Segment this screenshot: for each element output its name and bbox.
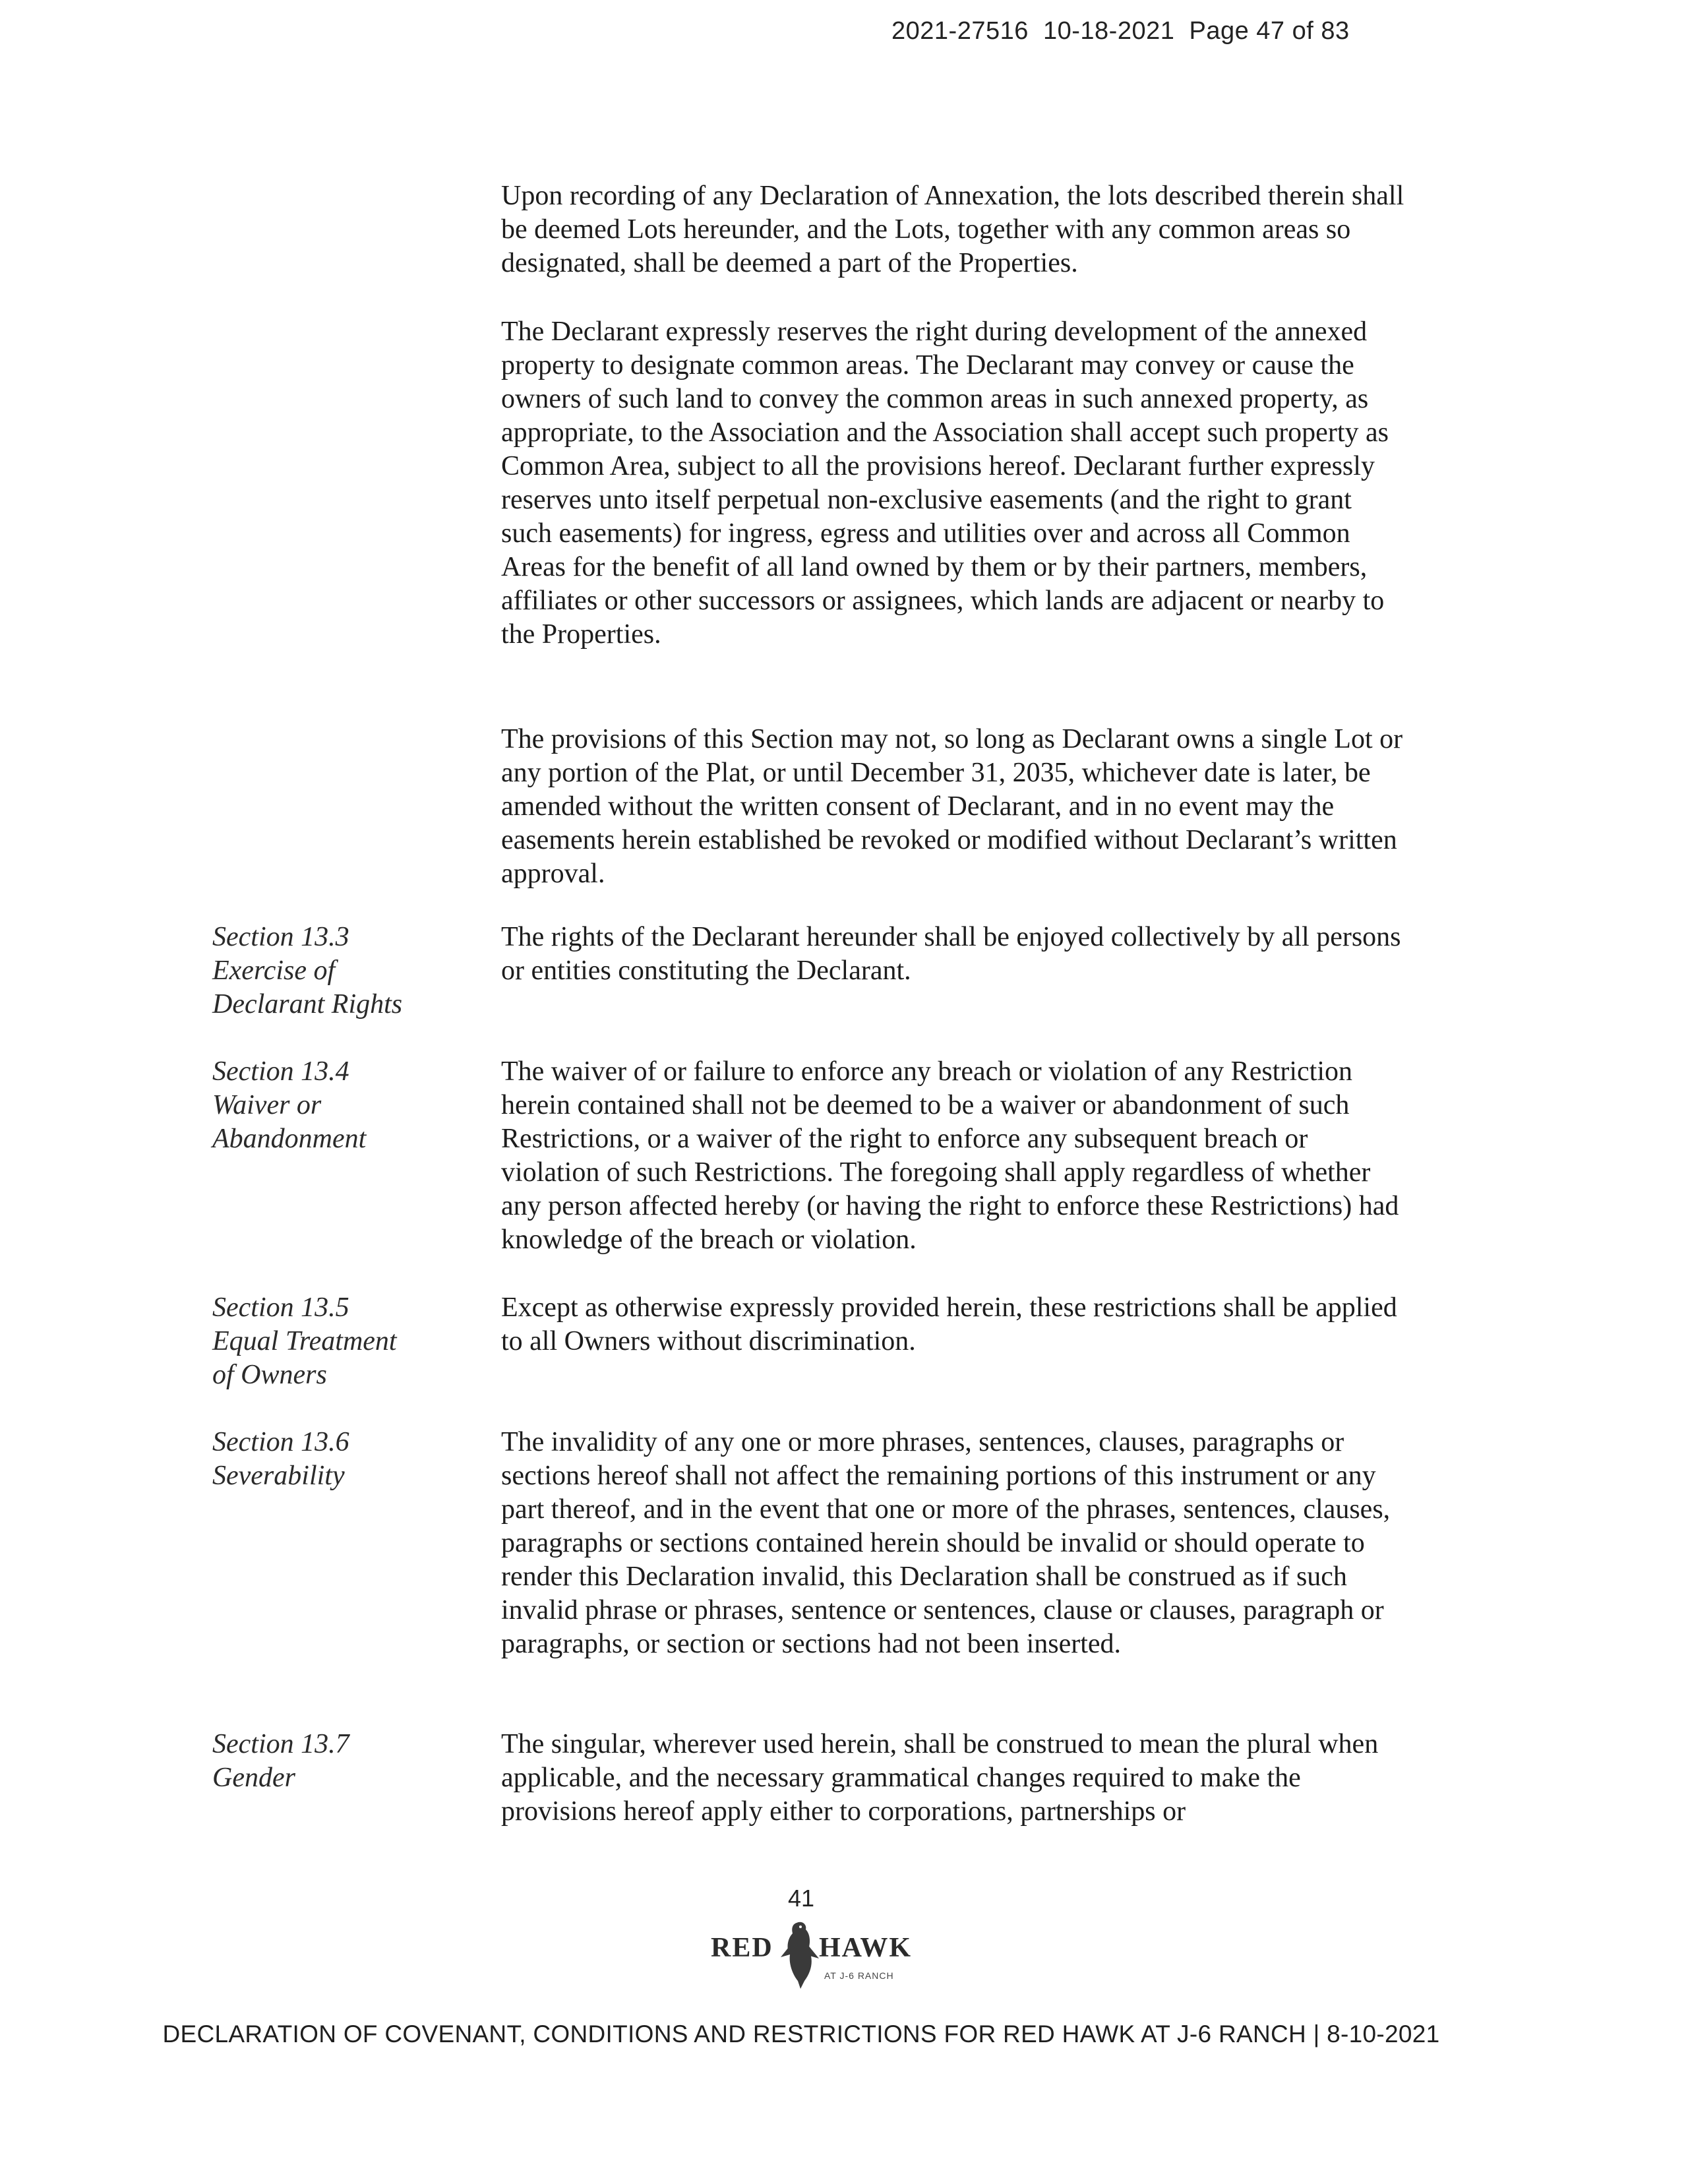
section-heading-line: Section 13.7 xyxy=(212,1729,349,1759)
section-heading-line: Abandonment xyxy=(212,1124,367,1154)
logo-tagline: AT J-6 RANCH xyxy=(824,1970,894,1981)
logo-word-left: RED xyxy=(711,1933,773,1963)
section-13-4-text: The waiver of or failure to enforce any breach or violation of any Restriction herein contained shall not be deemed to be a waiver or abandonment of such Restrictions, or a waiver of the right to enforce any subsequent breach or violation of such Restrictions. The foregoing shall apply regardless of whether any person affected hereby (or having the right to enforce these Restrictions) had knowledge of the breach or violation. xyxy=(501,1056,1399,1255)
recording-stamp: 2021-27516 10-18-2021 Page 47 of 83 xyxy=(891,17,1350,45)
paragraph-common-areas: The Declarant expressly reserves the right during development of the annexed property to designate common areas. The Declarant may convey or cause the owners of such land to convey the common areas in such annexed property, as appropriate, to the Association and the Association shall accept such property as Common Area, subject to all the provisions hereof. Declarant further expressly reserves unto itself perpetual non-exclusive easements (and the right to grant such easements) for ingress, egress and utilities over and across all Common Areas for the benefit of all land owned by them or by their partners, members, affiliates or other successors or assignees, which lands are adjacent or nearby to the Properties. xyxy=(501,317,1389,650)
section-heading-line: Section 13.3 xyxy=(212,922,349,952)
section-heading-line: Severability xyxy=(212,1461,345,1491)
section-heading-line: Section 13.4 xyxy=(212,1056,349,1087)
section-13-5-heading xyxy=(212,1291,476,1392)
page-number: 41 xyxy=(787,1885,815,1912)
red-hawk-logo xyxy=(706,1918,913,1997)
section-13-3-heading xyxy=(212,921,476,1021)
section-13-4-heading xyxy=(212,1055,476,1156)
section-13-6-heading xyxy=(212,1426,476,1493)
logo-word-right: HAWK xyxy=(819,1933,913,1963)
section-heading-line: Section 13.6 xyxy=(212,1427,349,1457)
section-heading-line: Declarant Rights xyxy=(212,989,403,1019)
section-13-6-text: The invalidity of any one or more phrases, sentences, clauses, paragraphs or sections hereof shall not affect the remaining portions of this instrument or any part thereof, and in the event that one or more of the phrases, sentences, clauses, paragraphs or sections contained herein should be invalid or should operate to render this Declaration invalid, this Declaration shall be construed as if such invalid phrase or phrases, sentence or sentences, clause or clauses, paragraph or paragraphs, or section or sections had not been inserted. xyxy=(501,1427,1391,1659)
document-footer: DECLARATION OF COVENANT, CONDITIONS AND RESTRICTIONS FOR RED HAWK AT J-6 RANCH | 8-10-2021 xyxy=(162,2020,1440,2048)
paragraph-annexation-lots: Upon recording of any Declaration of Annexation, the lots described therein shall be deemed Lots hereunder, and the Lots, together with any common areas so designated, shall be deemed a part of the Properties. xyxy=(501,181,1404,278)
section-13-3-text: The rights of the Declarant hereunder shall be enjoyed collectively by all persons or entities constituting the Declarant. xyxy=(501,922,1401,986)
section-heading-line: of Owners xyxy=(212,1360,327,1390)
paragraph-amendment-restriction: The provisions of this Section may not, so long as Declarant owns a single Lot or any portion of the Plat, or until December 31, 2035, whichever date is later, be amended without the written consent of Declarant, and in no event may the easements herein established be revoked or modified without Declarant’s written approval. xyxy=(501,724,1403,889)
hawk-icon xyxy=(777,1918,823,1990)
section-heading-line: Equal Treatment xyxy=(212,1326,397,1356)
section-13-5-text: Except as otherwise expressly provided herein, these restrictions shall be applied to all Owners without discrimination. xyxy=(501,1292,1397,1356)
section-13-7-text: The singular, wherever used herein, shall be construed to mean the plural when applicable, and the necessary grammatical changes required to make the provisions hereof apply either to corporations, partnerships or xyxy=(501,1729,1379,1827)
section-heading-line: Section 13.5 xyxy=(212,1292,349,1323)
section-heading-line: Exercise of xyxy=(212,956,336,986)
section-heading-line: Waiver or xyxy=(212,1090,322,1120)
section-heading-line: Gender xyxy=(212,1763,295,1793)
section-13-7-heading xyxy=(212,1728,476,1795)
